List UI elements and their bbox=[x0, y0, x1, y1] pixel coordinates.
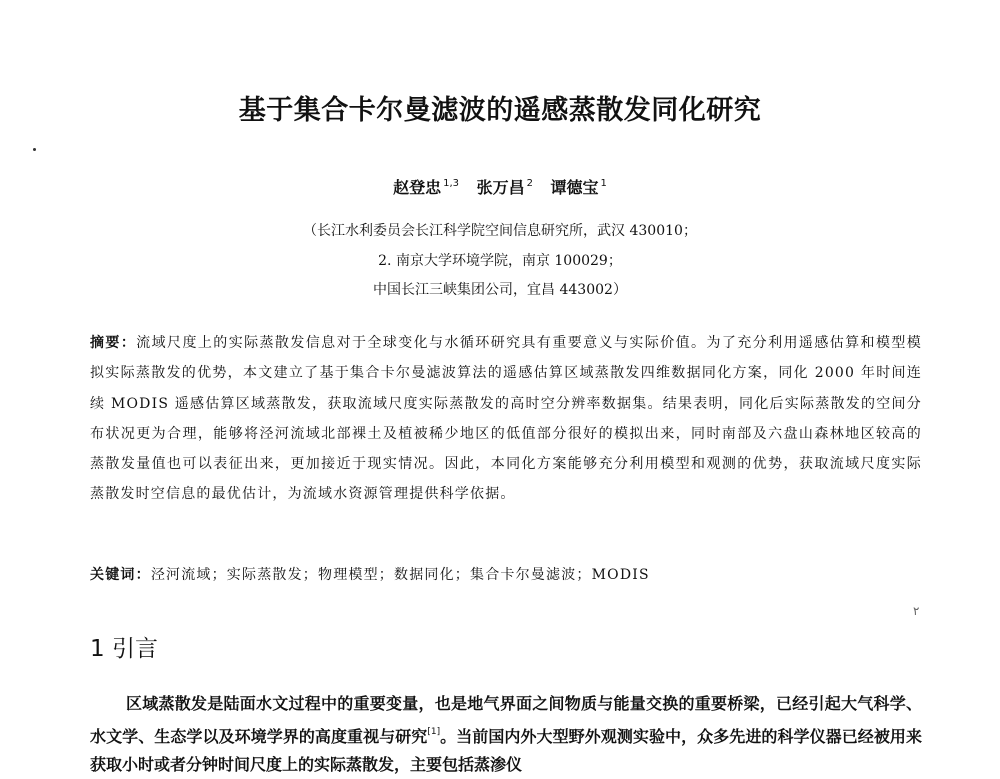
abstract-label: 摘要： bbox=[90, 335, 137, 351]
author-name: 张万昌 bbox=[476, 178, 525, 197]
paragraph-text-cont: 。当前国内外大型野外观测实验中，众多先进的科学仪器已经被用来获取小时或者分钟时间尺度上的实际蒸散发，主要包括蒸渗仪 bbox=[90, 727, 922, 774]
abstract bbox=[90, 328, 922, 510]
affiliation-line: 中国长江三峡集团公司，宜昌 443002） bbox=[373, 282, 627, 298]
author-2 bbox=[477, 178, 533, 197]
author-list bbox=[0, 175, 1000, 198]
keywords-text: 泾河流域；实际蒸散发；物理模型；数据同化；集合卡尔曼滤波；MODIS bbox=[150, 567, 650, 583]
author-name: 赵登忠 bbox=[393, 178, 442, 197]
author-1 bbox=[393, 178, 459, 197]
section-heading-introduction: 1 引言 bbox=[90, 636, 158, 662]
author-name: 谭德宝 bbox=[550, 178, 599, 197]
citation-ref[interactable]: [1] bbox=[427, 727, 441, 737]
affiliation-line: （长江水利委员会长江科学院空间信息研究所，武汉 430010； bbox=[303, 223, 697, 239]
paper-title: 基于集合卡尔曼滤波的遥感蒸散发同化研究 bbox=[238, 95, 762, 126]
author-affiliation-marker: 2 bbox=[526, 178, 533, 189]
paragraph-text: 区域蒸散发是陆面水文过程中的重要变量，也是地气界面之间物质与能量交换的重要桥梁，已经引起大气科学、水文学、生态学以及环境学界的高度重视与研究 bbox=[90, 694, 922, 746]
scan-speck bbox=[33, 148, 36, 151]
author-affiliation-marker: 1,3 bbox=[443, 178, 459, 189]
keywords bbox=[90, 564, 922, 584]
affiliation-line: 2. 南京大学环境学院，南京 100029； bbox=[378, 253, 622, 269]
abstract-text: 流域尺度上的实际蒸散发信息对于全球变化与水循环研究具有重要意义与实际价值。为了充分利用遥感估算和模型模拟实际蒸散发的优势，本文建立了基于集合卡尔曼滤波算法的遥感估算区域蒸散发四维数据同化方案，同化 2000 年时间连续 MODIS 遥感估算区域蒸散发，获取流域尺度实际蒸散发的高时空分辨率数据集。结果表明，同化后实际蒸散发的空间分布状况更为合理，能够将泾河流域北部裸土及植被稀少地区的低值部分很好的模拟出来，同时南部及六盘山森林地区较高的蒸散发量值也可以表征出来，更加接近于现实情况。因此，本同化方案能够充分利用模型和观测的优势，获取流域尺度实际蒸散发时空信息的最优估计，为流域水资源管理提供科学依据。 bbox=[90, 335, 922, 503]
keywords-label: 关键词： bbox=[90, 567, 151, 583]
scan-mark: ٢ bbox=[913, 604, 920, 618]
author-affiliation-marker: 1 bbox=[600, 178, 607, 189]
introduction-paragraph bbox=[90, 690, 922, 779]
author-3 bbox=[551, 178, 607, 197]
